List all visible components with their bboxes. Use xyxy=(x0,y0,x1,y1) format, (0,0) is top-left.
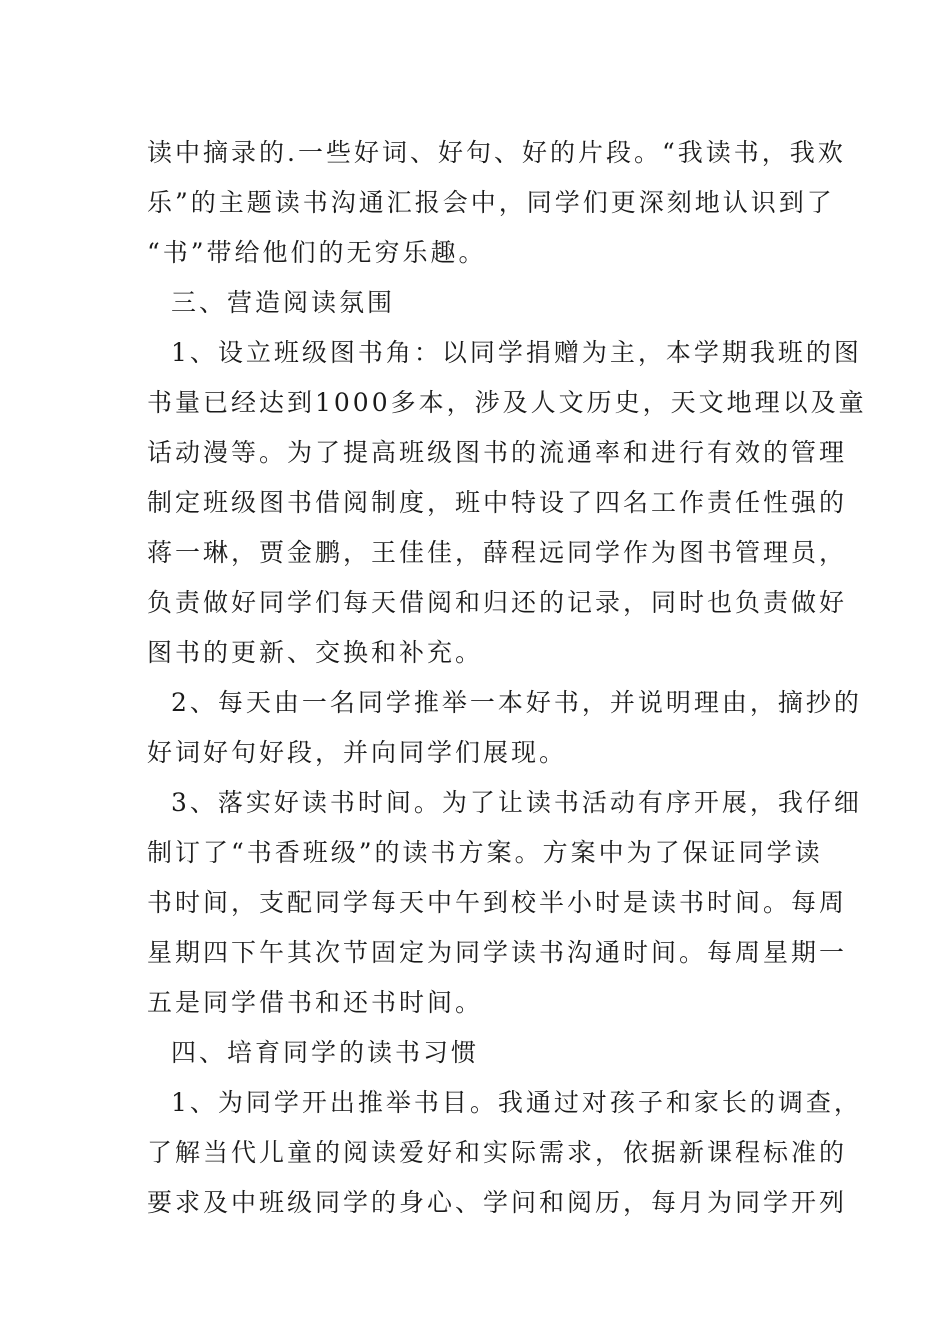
text-line: 书时间，支配同学每天中午到校半小时是读书时间。每周 xyxy=(147,888,848,917)
text-line: 制订了“书香班级”的读书方案。方案中为了保证同学读 xyxy=(147,838,823,867)
text-line: 1、设立班级图书角：以同学捐赠为主，本学期我班的图 xyxy=(171,338,862,367)
text-line: 乐”的主题读书沟通汇报会中，同学们更深刻地认识到了 xyxy=(147,188,835,217)
section-heading: 三、营造阅读氛围 xyxy=(171,288,396,317)
text-line: 读中摘录的.一些好词、好句、好的片段。“我读书，我欢 xyxy=(147,138,846,167)
body-text xyxy=(147,128,867,1228)
text-line: “书”带给他们的无穷乐趣。 xyxy=(147,238,487,267)
text-line: 3、落实好读书时间。为了让读书活动有序开展，我仔细 xyxy=(171,788,862,817)
section-heading: 四、培育同学的读书习惯 xyxy=(171,1038,480,1067)
text-line: 图书的更新、交换和补充。 xyxy=(147,638,484,667)
text-line: 五是同学借书和还书时间。 xyxy=(147,988,484,1017)
text-line: 好词好句好段，并向同学们展现。 xyxy=(147,738,568,767)
text-line: 1、为同学开出推举书目。我通过对孩子和家长的调查， xyxy=(171,1088,862,1117)
text-line: 话动漫等。为了提高班级图书的流通率和进行有效的管理 xyxy=(147,438,848,467)
text-line: 书量已经达到1000多本，涉及人文历史，天文地理以及童 xyxy=(147,388,867,417)
text-line: 了解当代儿童的阅读爱好和实际需求，依据新课程标准的 xyxy=(147,1138,848,1167)
text-line: 要求及中班级同学的身心、学问和阅历，每月为同学开列 xyxy=(147,1188,848,1217)
text-line: 2、每天由一名同学推举一本好书，并说明理由，摘抄的 xyxy=(171,688,862,717)
text-line: 制定班级图书借阅制度，班中特设了四名工作责任性强的 xyxy=(147,488,848,517)
text-line: 星期四下午其次节固定为同学读书沟通时间。每周星期一 xyxy=(147,938,848,967)
text-line: 负责做好同学们每天借阅和归还的记录，同时也负责做好 xyxy=(147,588,848,617)
text-line: 蒋一琳，贾金鹏，王佳佳，薛程远同学作为图书管理员， xyxy=(147,538,848,567)
